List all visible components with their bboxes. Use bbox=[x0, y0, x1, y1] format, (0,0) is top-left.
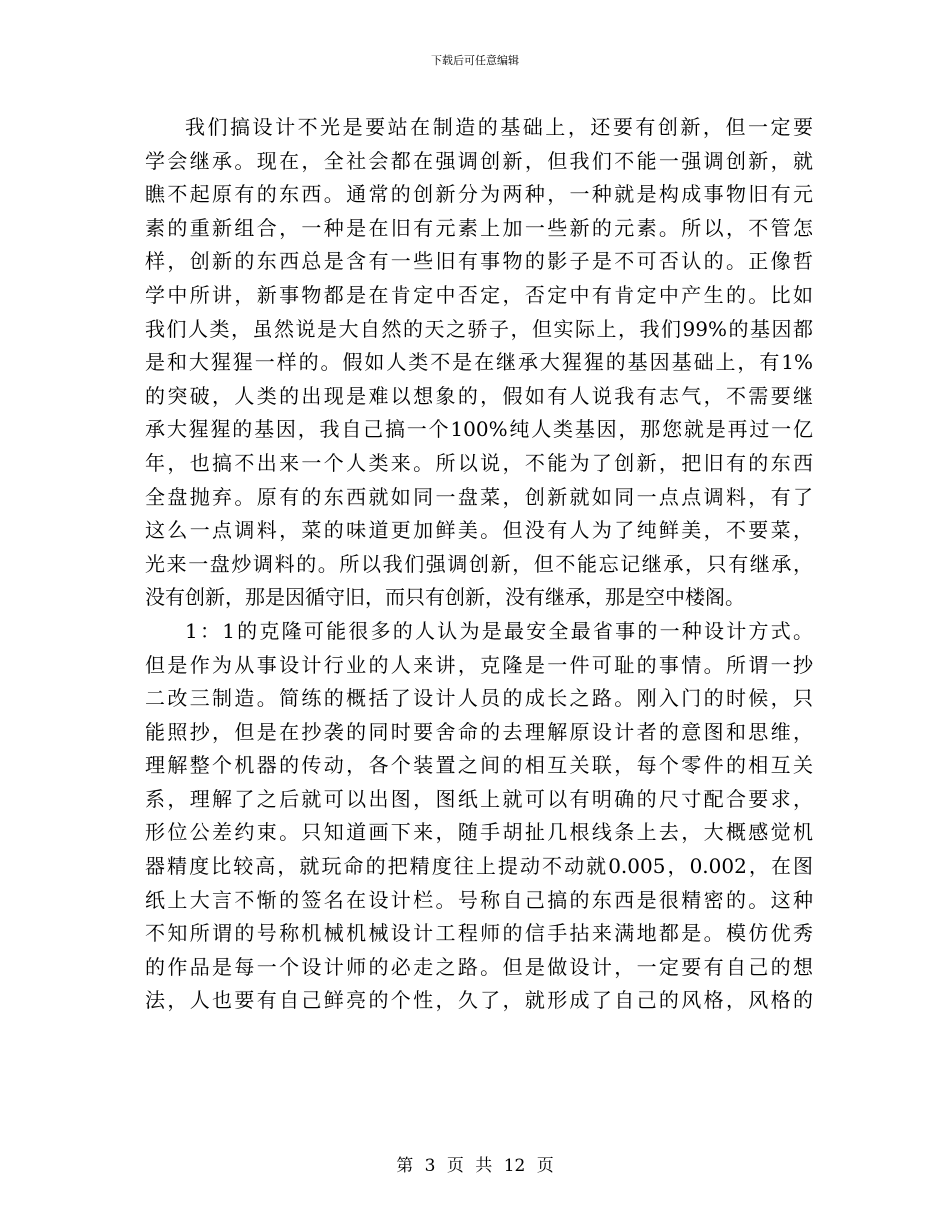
text-line: 1：1的克隆可能很多的人认为是最安全最省事的一种设计方式。 bbox=[185, 618, 813, 643]
text-line: 瞧不起原有的东西。通常的创新分为两种，一种就是构成事物旧有元 bbox=[145, 182, 813, 207]
page-header: 下载后可任意编辑 bbox=[431, 54, 519, 67]
page-number-footer: 第 3 页 共 12 页 bbox=[396, 1156, 554, 1176]
text-line: 全盘抛弃。原有的东西就如同一盘菜，创新就如同一点点调料，有了 bbox=[145, 484, 813, 509]
text-line: 形位公差约束。只知道画下来，随手胡扯几根线条上去，大概感觉机 bbox=[145, 820, 813, 845]
text-line: 的突破，人类的出现是难以想象的，假如有人说我有志气，不需要继 bbox=[145, 383, 813, 408]
text-line: 光来一盘炒调料的。所以我们强调创新，但不能忘记继承，只有继承， bbox=[145, 551, 813, 576]
text-line: 没有创新，那是因循守旧，而只有创新，没有继承，那是空中楼阁。 bbox=[145, 585, 745, 610]
text-line: 二改三制造。简练的概括了设计人员的成长之路。刚入门的时候，只 bbox=[145, 686, 813, 711]
paragraph bbox=[145, 615, 813, 1018]
text-line: 不知所谓的号称机械机械设计工程师的信手拈来满地都是。模仿优秀 bbox=[145, 921, 813, 946]
text-line: 但是作为从事设计行业的人来讲，克隆是一件可耻的事情。所谓一抄 bbox=[145, 652, 813, 677]
text-line: 法，人也要有自己鲜亮的个性，久了，就形成了自己的风格，风格的 bbox=[145, 988, 813, 1013]
text-line: 素的重新组合，一种是在旧有元素上加一些新的元素。所以，不管怎 bbox=[145, 215, 813, 240]
document-body bbox=[145, 111, 813, 1018]
text-line: 年，也搞不出来一个人类来。所以说，不能为了创新，把旧有的东西 bbox=[145, 450, 813, 475]
text-line: 系，理解了之后就可以出图，图纸上就可以有明确的尺寸配合要求， bbox=[145, 786, 813, 811]
text-line: 学会继承。现在，全社会都在强调创新，但我们不能一强调创新，就 bbox=[145, 148, 813, 173]
text-line: 承大猩猩的基因，我自己搞一个100%纯人类基因，那您就是再过一亿 bbox=[145, 417, 813, 442]
text-line: 能照抄，但是在抄袭的同时要舍命的去理解原设计者的意图和思维， bbox=[145, 719, 813, 744]
text-line: 理解整个机器的传动，各个装置之间的相互关联，每个零件的相互关 bbox=[145, 753, 813, 778]
text-line: 这么一点调料，菜的味道更加鲜美。但没有人为了纯鲜美，不要菜， bbox=[145, 518, 813, 543]
paragraph bbox=[145, 111, 813, 615]
text-line: 的作品是每一个设计师的必走之路。但是做设计，一定要有自己的想 bbox=[145, 954, 813, 979]
text-line: 是和大猩猩一样的。假如人类不是在继承大猩猩的基因基础上，有1% bbox=[145, 350, 813, 375]
text-line: 学中所讲，新事物都是在肯定中否定，否定中有肯定中产生的。比如 bbox=[145, 282, 813, 307]
text-line: 器精度比较高，就玩命的把精度往上提动不动就0.005，0.002，在图 bbox=[145, 854, 813, 879]
text-line: 纸上大言不惭的签名在设计栏。号称自己搞的东西是很精密的。这种 bbox=[145, 887, 813, 912]
text-line: 我们人类，虽然说是大自然的天之骄子，但实际上，我们99%的基因都 bbox=[145, 316, 813, 341]
text-line: 我们搞设计不光是要站在制造的基础上，还要有创新，但一定要 bbox=[185, 115, 813, 139]
text-line: 样，创新的东西总是含有一些旧有事物的影子是不可否认的。正像哲 bbox=[145, 249, 813, 274]
